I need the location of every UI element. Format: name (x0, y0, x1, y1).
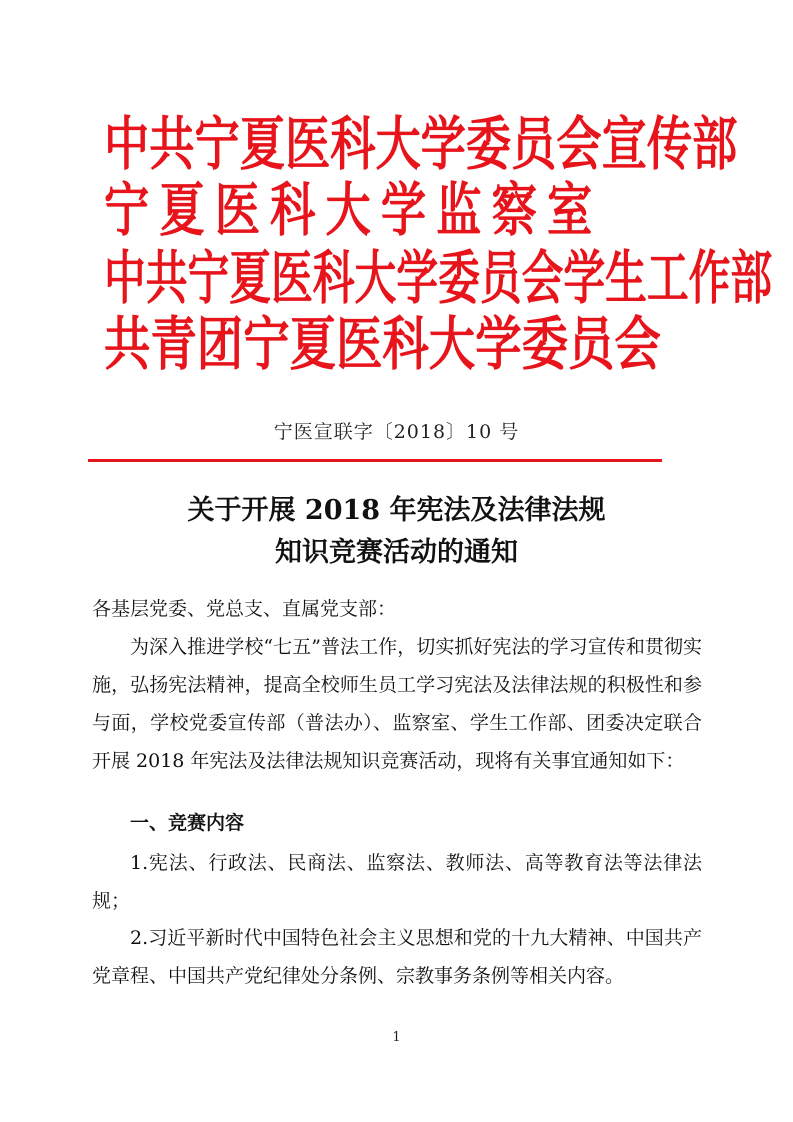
issuer-header-line-4: 共青团宁夏医科大学委员会 (104, 310, 661, 378)
content-item-2: 2.习近平新时代中国特色社会主义思想和党的十九大精神、中国共产党章程、中国共产党纪律处分条例、宗教事务条例等相关内容。 (92, 927, 702, 987)
document-title-line-2: 知识竞赛活动的通知 (275, 537, 518, 568)
document-number: 宁医宣联字〔2018〕10 号 (273, 421, 520, 443)
section-heading: 一、竞赛内容 (130, 812, 245, 834)
content-item-1: 1.宪法、行政法、民商法、监察法、教师法、高等教育法等法律法规； (92, 852, 702, 912)
issuer-header-line-3: 中共宁夏医科大学委员会学生工作部 (104, 244, 773, 312)
document-title-line-1: 关于开展 2018 年宪法及法律法规 (187, 495, 606, 526)
red-divider-line (88, 459, 662, 462)
salutation: 各基层党委、党总支、直属党支部： (92, 598, 397, 620)
intro-paragraph: 为深入推进学校“七五”普法工作，切实抓好宪法的学习宣传和贯彻实施，弘扬宪法精神，提高全校师生员工学习宪法及法律法规的积极性和参与面，学校党委宣传部（普法办）、监察室、学生工作部、团委决定联合开展 2018 年宪法及法律法规知识竞赛活动，现将有关事宜通知如下： (92, 636, 702, 772)
issuer-header-line-1: 中共宁夏医科大学委员会宣传部 (104, 110, 738, 178)
page-number: 1 (392, 1030, 401, 1045)
issuer-header-line-2: 宁夏医科大学监察室 (104, 176, 603, 244)
